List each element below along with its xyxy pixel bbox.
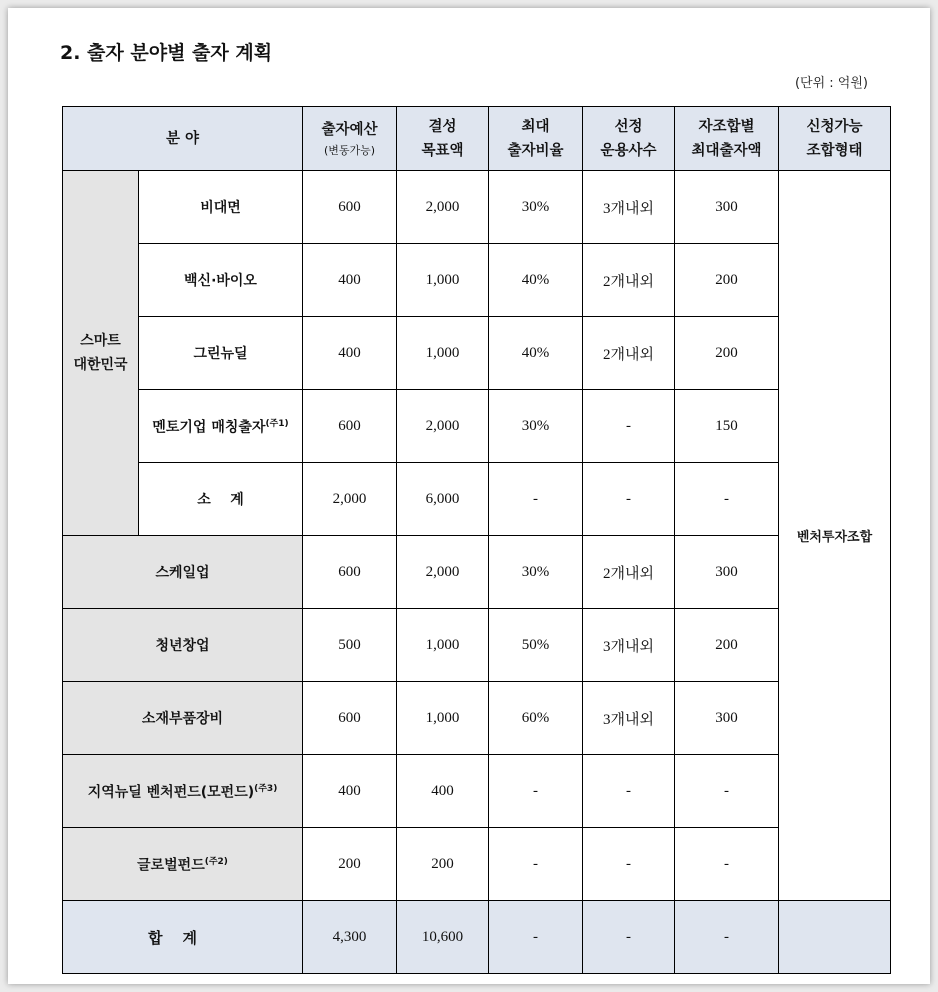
- header-managers: 선정 운용사수: [583, 107, 675, 171]
- table-row: [63, 317, 891, 390]
- table-row: [63, 828, 891, 901]
- cell-budget: 600: [303, 536, 397, 609]
- row-label: 스케일업: [63, 536, 303, 609]
- footnote-marker: (주3): [254, 783, 278, 794]
- cell-ratio: 40%: [489, 244, 583, 317]
- header-row: [63, 107, 891, 171]
- cell-budget: 200: [303, 828, 397, 901]
- cell-managers: -: [583, 755, 675, 828]
- combo-type-cell: 벤처투자조합: [779, 171, 891, 901]
- cell-target: 2,000: [397, 536, 489, 609]
- unit-note: (단위 : 억원): [794, 76, 868, 91]
- subtotal-row: [63, 463, 891, 536]
- total-budget: 4,300: [303, 901, 397, 974]
- total-max: -: [675, 901, 779, 974]
- cell-max: -: [675, 828, 779, 901]
- footnote-marker: (주1): [265, 418, 289, 429]
- row-label: 소 계: [139, 463, 303, 536]
- row-label: 글로벌펀드$^{(주2)}$: [63, 828, 303, 901]
- cell-managers: 2개내외: [583, 536, 675, 609]
- table-row: [63, 755, 891, 828]
- header-target: 결성 목표액: [397, 107, 489, 171]
- cell-budget: 400: [303, 317, 397, 390]
- cell-max: 300: [675, 536, 779, 609]
- cell-target: 200: [397, 828, 489, 901]
- header-type: 신청가능 조합형태: [779, 107, 891, 171]
- cell-max: 200: [675, 317, 779, 390]
- cell-ratio: 30%: [489, 536, 583, 609]
- cell-target: 400: [397, 755, 489, 828]
- total-label: 합계: [63, 901, 303, 974]
- cell-managers: -: [583, 390, 675, 463]
- section-title: 2. 출자 분야별 출자 계획: [60, 42, 273, 64]
- total-row: [63, 901, 891, 974]
- cell-target: 1,000: [397, 317, 489, 390]
- cell-budget: 600: [303, 171, 397, 244]
- cell-budget: 2,000: [303, 463, 397, 536]
- investment-plan-table: [62, 106, 891, 974]
- table-row: [63, 244, 891, 317]
- cell-max: 200: [675, 244, 779, 317]
- cell-ratio: -: [489, 755, 583, 828]
- table-row: [63, 609, 891, 682]
- cell-ratio: 40%: [489, 317, 583, 390]
- row-label: 소재부품장비: [63, 682, 303, 755]
- header-max-per: 자조합별 최대출자액: [675, 107, 779, 171]
- cell-budget: 600: [303, 390, 397, 463]
- document-page: [8, 8, 930, 984]
- cell-target: 1,000: [397, 609, 489, 682]
- row-label: 비대면: [139, 171, 303, 244]
- footnote-marker: (주2): [204, 856, 228, 867]
- cell-ratio: -: [489, 828, 583, 901]
- cell-target: 2,000: [397, 171, 489, 244]
- cell-budget: 400: [303, 755, 397, 828]
- cell-managers: 3개내외: [583, 171, 675, 244]
- cell-max: 150: [675, 390, 779, 463]
- total-managers: -: [583, 901, 675, 974]
- cell-max: -: [675, 463, 779, 536]
- group-smart-korea: 스마트 대한민국: [63, 171, 139, 536]
- row-label: 백신·바이오: [139, 244, 303, 317]
- total-type: [779, 901, 891, 974]
- cell-max: 200: [675, 609, 779, 682]
- cell-ratio: 30%: [489, 171, 583, 244]
- cell-ratio: 60%: [489, 682, 583, 755]
- cell-managers: -: [583, 463, 675, 536]
- cell-max: 300: [675, 682, 779, 755]
- header-field: 분 야: [63, 107, 303, 171]
- cell-target: 6,000: [397, 463, 489, 536]
- header-ratio: 최대 출자비율: [489, 107, 583, 171]
- cell-ratio: -: [489, 463, 583, 536]
- row-label: 지역뉴딜 벤처펀드(모펀드)$^{(주3)}$: [63, 755, 303, 828]
- cell-target: 1,000: [397, 682, 489, 755]
- row-label: 멘토기업 매칭출자$^{(주1)}$: [139, 390, 303, 463]
- total-target: 10,600: [397, 901, 489, 974]
- cell-max: 300: [675, 171, 779, 244]
- row-label: 그린뉴딜: [139, 317, 303, 390]
- total-ratio: -: [489, 901, 583, 974]
- cell-budget: 600: [303, 682, 397, 755]
- cell-target: 2,000: [397, 390, 489, 463]
- table-row: [63, 682, 891, 755]
- header-budget: 출자예산 (변동가능): [303, 107, 397, 171]
- table-row: [63, 390, 891, 463]
- cell-budget: 500: [303, 609, 397, 682]
- cell-ratio: 30%: [489, 390, 583, 463]
- cell-managers: 3개내외: [583, 682, 675, 755]
- row-label: 청년창업: [63, 609, 303, 682]
- cell-managers: 2개내외: [583, 317, 675, 390]
- table-row: [63, 171, 891, 244]
- table-row: [63, 536, 891, 609]
- cell-budget: 400: [303, 244, 397, 317]
- cell-managers: 2개내외: [583, 244, 675, 317]
- cell-max: -: [675, 755, 779, 828]
- cell-managers: -: [583, 828, 675, 901]
- cell-ratio: 50%: [489, 609, 583, 682]
- cell-managers: 3개내외: [583, 609, 675, 682]
- cell-target: 1,000: [397, 244, 489, 317]
